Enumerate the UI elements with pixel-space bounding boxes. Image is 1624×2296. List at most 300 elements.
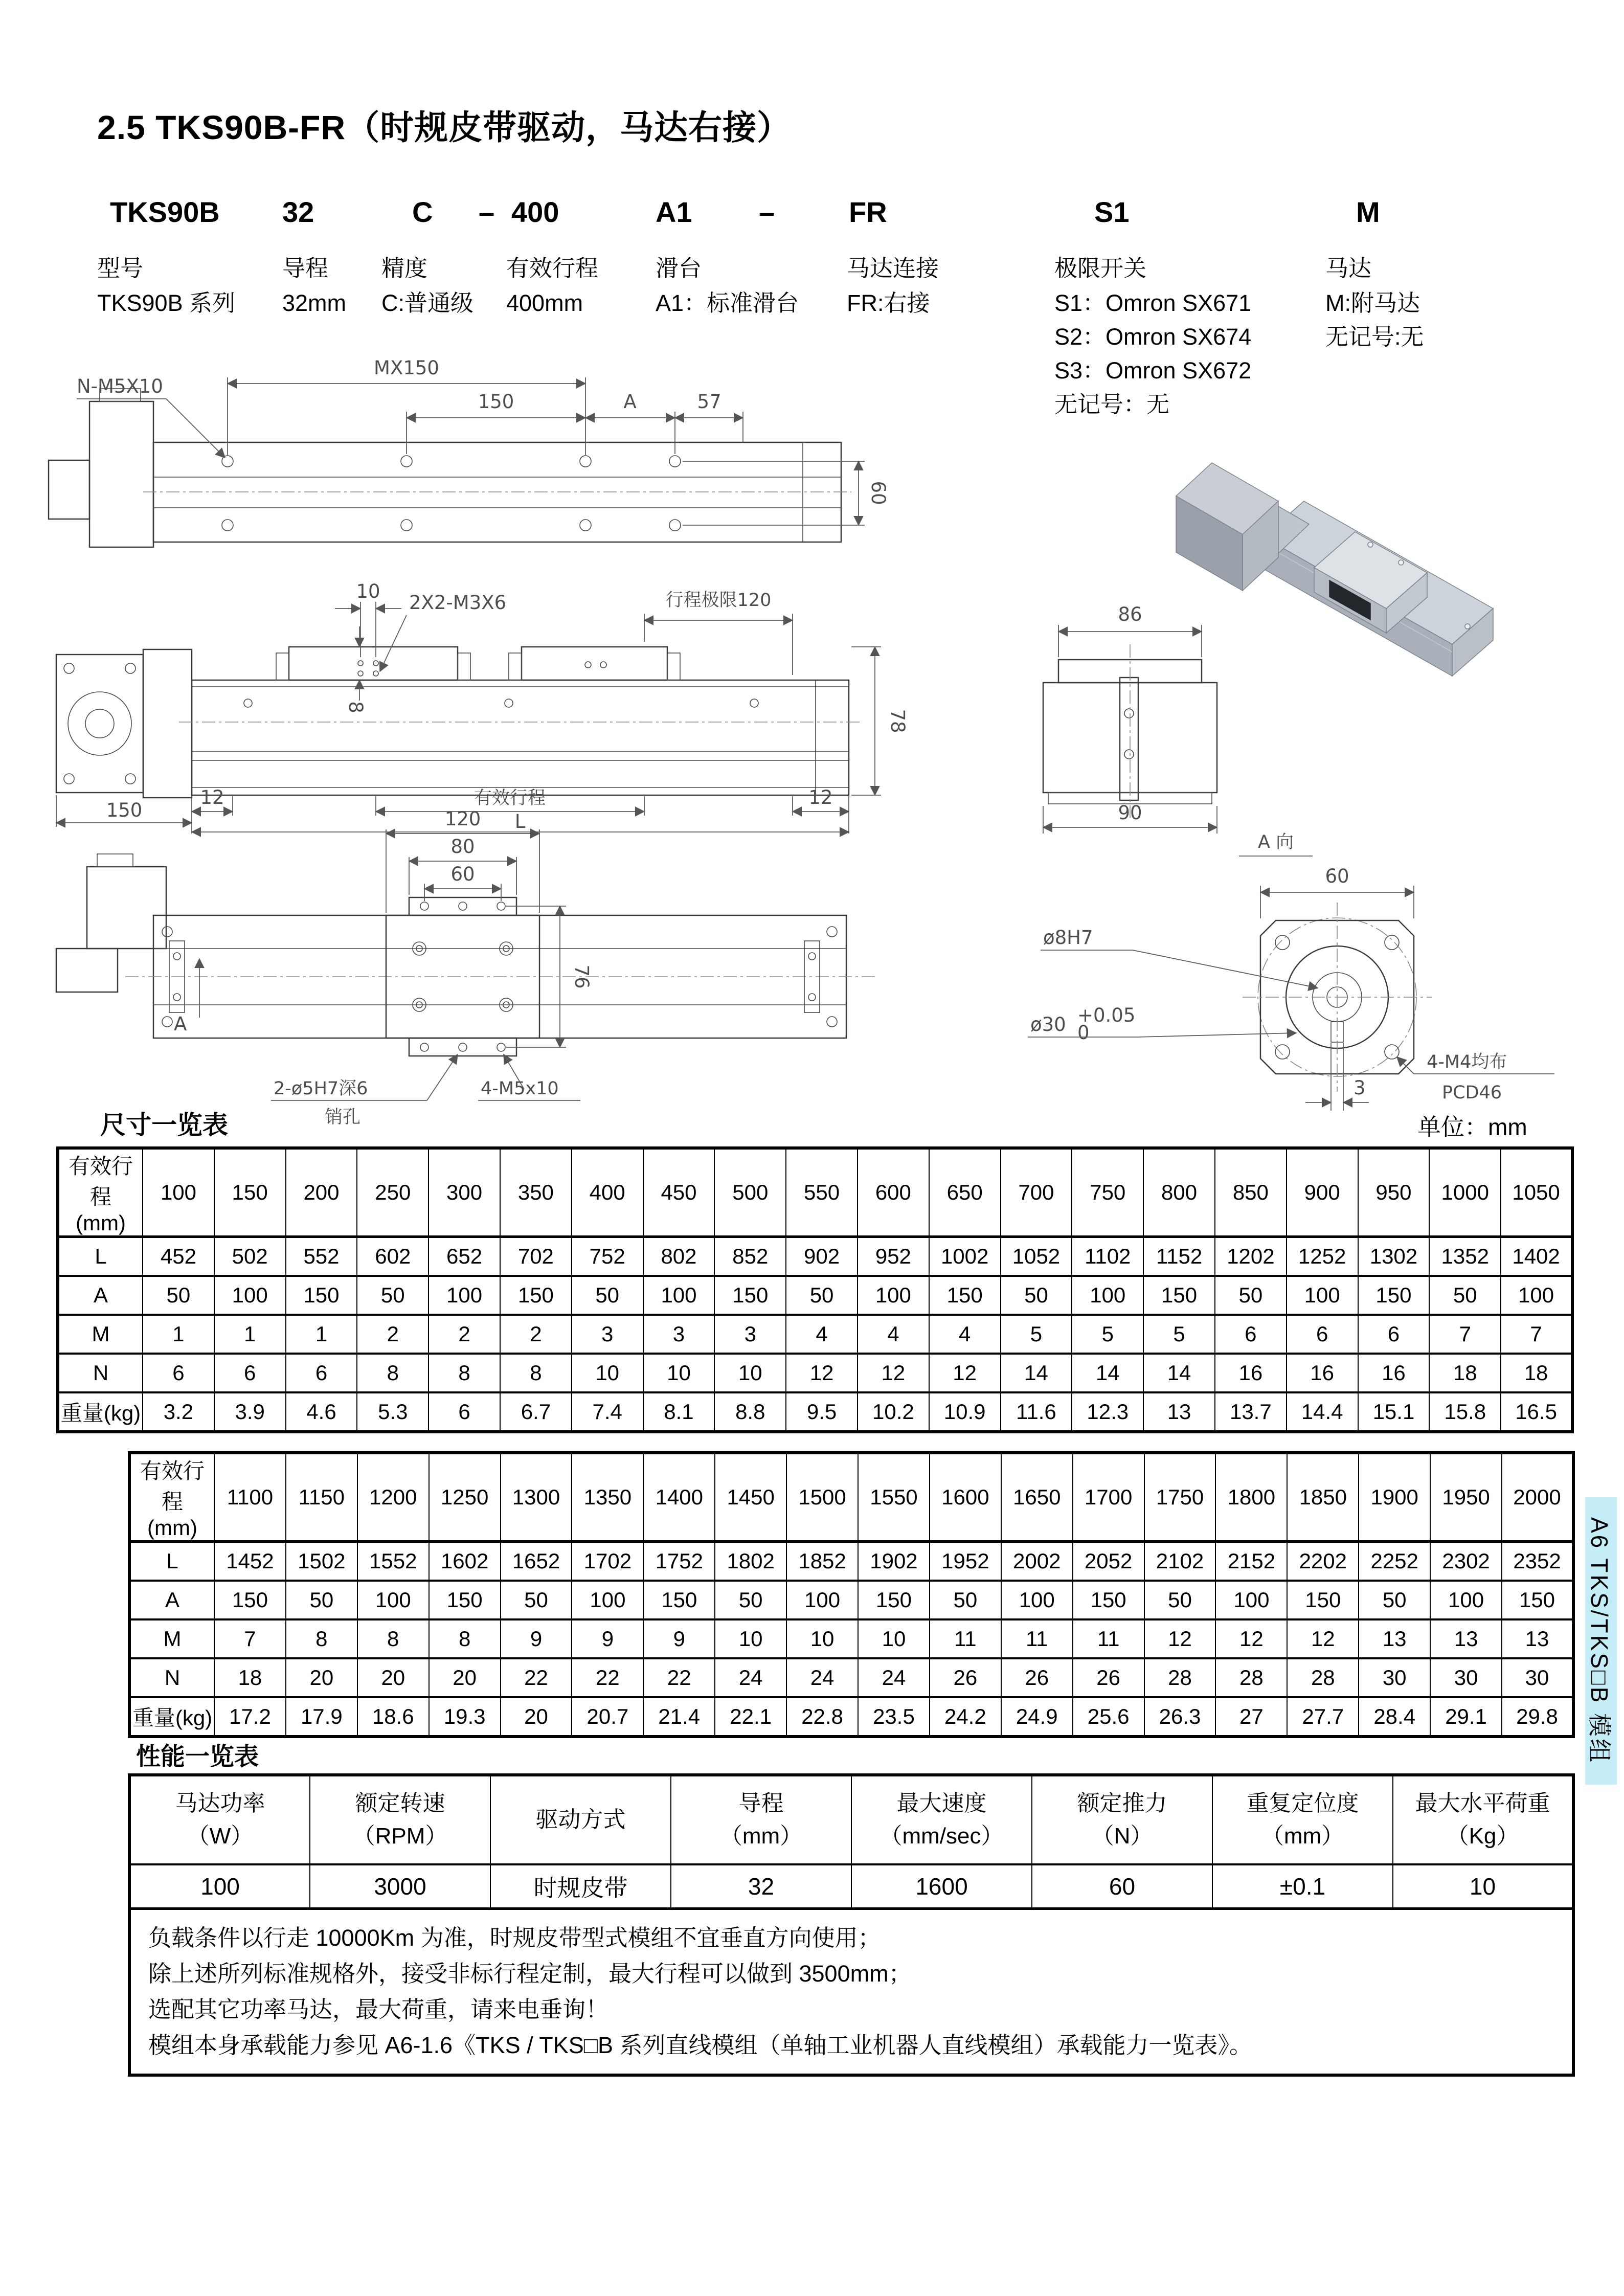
size-table-1 [56,1146,1574,1433]
stroke-column-header: 1800 [1215,1453,1287,1542]
stroke-column-header: 1500 [786,1453,858,1542]
table-value: 100 [786,1581,858,1619]
stroke-column-header: 300 [428,1148,500,1237]
table-value: 3.9 [214,1392,286,1432]
table-value: 1752 [643,1542,715,1581]
table-value: 100 [643,1276,715,1315]
table-value: 50 [930,1581,1001,1619]
dim-text: 12 [200,786,224,808]
table-value: 1102 [1072,1237,1143,1276]
table-value: 1552 [357,1542,429,1581]
spec-label: 型号 [97,255,144,281]
table-value: 11 [1001,1619,1073,1658]
stroke-column-header: 1550 [858,1453,930,1542]
table-value: 18 [1501,1354,1572,1392]
table-value: 17.2 [214,1697,286,1737]
dim-text: 60 [450,863,475,885]
table-value: 13 [1502,1619,1573,1658]
table-value: 2352 [1502,1542,1573,1581]
perf-value-cell: 时规皮带 [490,1864,671,1909]
stroke-column-header: 800 [1143,1148,1215,1237]
dim-text: 57 [697,391,721,413]
dim-text: 4-M5x10 [481,1078,559,1099]
table-value: 6 [1358,1315,1430,1354]
spec-label: 马达 [1325,255,1372,281]
rail-body [125,915,877,1038]
table-value: 2152 [1215,1542,1287,1581]
stroke-column-header: 1200 [357,1453,429,1542]
stroke-column-header: 700 [1001,1148,1072,1237]
model-seg-stroke: 400 [511,196,559,228]
table-value: 18 [214,1658,286,1697]
table-value: 150 [714,1276,786,1315]
table-value: 8 [357,1354,428,1392]
dim-text: 2-ø5H7深6 [274,1078,368,1099]
table-value: 13 [1143,1392,1215,1432]
table-value: 50 [501,1581,572,1619]
table-value: 150 [1143,1276,1215,1315]
stroke-column-header: 1950 [1430,1453,1502,1542]
dim-text: MX150 [374,357,439,379]
table-value: 14 [1143,1354,1215,1392]
table-value: 12 [1215,1619,1287,1658]
size-table-title: 尺寸一览表 [100,1111,228,1139]
stroke-column-header: 100 [143,1148,214,1237]
carriage-left [276,647,470,680]
table-value: 22 [643,1658,715,1697]
dim-text: 60 [1325,865,1349,887]
dim-60 [683,461,889,525]
table-value: 1052 [1001,1237,1072,1276]
spec-label: 精度 [381,255,428,281]
table-value: 1 [143,1315,214,1354]
table-value: 27.7 [1287,1697,1359,1737]
table-value: 1002 [929,1237,1001,1276]
table-value: 26.3 [1144,1697,1216,1737]
table-value: 752 [572,1237,643,1276]
dim-text: +0.05 [1077,1004,1136,1026]
stroke-column-header: 1650 [1001,1453,1073,1542]
table-value: 100 [1001,1581,1073,1619]
table-value: 12 [1144,1619,1216,1658]
table-value: 2252 [1359,1542,1430,1581]
dim-10-m3x6 [335,580,506,671]
table-value: 24.9 [1001,1697,1073,1737]
stroke-column-header: 950 [1358,1148,1430,1237]
table-value: 4.6 [286,1392,357,1432]
table-value: 100 [1430,1581,1502,1619]
model-seg-series: TKS90B [110,196,220,228]
stroke-column-header: 150 [214,1148,286,1237]
spec-value: 400mm [506,290,583,316]
table-value: 1402 [1501,1237,1572,1276]
dim-text: 有效行程 [473,788,546,808]
stroke-column-header: 600 [858,1148,929,1237]
view-arrow-a [174,959,199,1035]
perf-value-cell: 10 [1393,1864,1573,1909]
model-seg-switch: S1 [1094,196,1130,228]
table-value: 28.4 [1359,1697,1430,1737]
row-label: A [129,1581,214,1619]
dim-text: 86 [1118,603,1142,625]
table-value: 3 [714,1315,786,1354]
spec-col-model [97,252,235,320]
row-label: N [129,1658,214,1697]
table-value: 20 [501,1697,572,1737]
spec-value: S3：Omron SX672 [1054,357,1252,384]
table-value: 24 [715,1658,786,1697]
table-value: 452 [143,1237,214,1276]
table-value: 8 [286,1619,357,1658]
table-value: 50 [357,1276,428,1315]
table-value: 1952 [930,1542,1001,1581]
dim-text: N-M5X10 [77,375,163,397]
performance-table [128,1773,1575,2077]
table-value: 4 [858,1315,929,1354]
motor-flange [56,649,192,798]
table-value: 50 [1429,1276,1501,1315]
table-value: 1252 [1287,1237,1358,1276]
label-phi8h7 [1041,927,1318,988]
stroke-header-cell: 有效行程 (mm) [58,1148,143,1237]
table-value: 2002 [1001,1542,1073,1581]
table-value: 6.7 [500,1392,572,1432]
label-4m4 [1397,1052,1554,1103]
table-value: 9.5 [786,1392,858,1432]
carriage-right [509,647,680,680]
dim-8 [345,626,367,713]
stroke-column-header: 450 [643,1148,715,1237]
table-value: 15.1 [1358,1392,1430,1432]
table-value: 100 [428,1276,500,1315]
table-value: 12 [786,1354,858,1392]
table-value: 50 [286,1581,357,1619]
table-value: 1652 [501,1542,572,1581]
dim-text: 150 [106,799,143,821]
label-pinhole [271,1054,458,1128]
table-value: 8.8 [714,1392,786,1432]
row-label: 重量(kg) [129,1697,214,1737]
table-value: 50 [715,1581,786,1619]
dim-text: 3 [1354,1077,1366,1099]
table-value: 10 [643,1354,715,1392]
spec-value: C:普通级 [381,290,474,316]
page-title: 2.5 TKS90B-FR（时规皮带驱动，马达右接） [97,108,792,146]
size-table-unit: 单位：mm [1417,1114,1527,1140]
table-value: 4 [786,1315,858,1354]
model-seg-motorconn: FR [849,196,887,228]
table-value: 50 [786,1276,858,1315]
table-value: 19.3 [429,1697,501,1737]
spec-value: S2：Omron SX674 [1054,324,1252,350]
dim-stroke-limit [644,590,793,675]
table-value: 3 [572,1315,643,1354]
a-view-title [1239,832,1313,856]
spec-value: FR:右接 [847,290,930,316]
spec-col-motorconn [847,252,939,320]
dim-text: 8 [345,701,367,713]
spec-value: 32mm [282,290,347,316]
table-value: 22.1 [715,1697,786,1737]
table-value: 10 [786,1619,858,1658]
table-value: 22 [501,1658,572,1697]
table-value: 12.3 [1072,1392,1143,1432]
table-value: 100 [858,1276,929,1315]
spec-label: 有效行程 [506,255,599,281]
table-value: 11.6 [1001,1392,1072,1432]
table-value: 10 [715,1619,786,1658]
table-value: 3.2 [143,1392,214,1432]
table-value: 100 [1287,1276,1358,1315]
table-value: 100 [1215,1581,1287,1619]
model-seg-dash2: – [759,196,775,228]
table-value: 100 [1501,1276,1572,1315]
dim-text: PCD46 [1442,1083,1502,1103]
table-value: 50 [1359,1581,1430,1619]
dim-text: 120 [444,808,481,830]
table-value: 8.1 [643,1392,715,1432]
table-value: 50 [572,1276,643,1315]
table-value: 6 [214,1354,286,1392]
table-value: 6 [143,1354,214,1392]
table-value: 602 [357,1237,428,1276]
label-m5x10 [478,1054,580,1100]
dim-text: 60 [867,481,889,505]
spec-col-stroke [506,252,598,320]
view-title: A 向 [1257,832,1294,852]
model-seg-motor: M [1356,196,1380,228]
table-value: 10 [714,1354,786,1392]
table-value: 2052 [1073,1542,1144,1581]
table-value: 5 [1143,1315,1215,1354]
performance-notes: 负载条件以行走 10000Km 为准，时规皮带型式模组不宜垂直方向使用； 除上述所列标准规格外，接受非标行程定制，最大行程可以做到 3500mm； 选配其它功率马达，最大荷重，请来电垂询！ 模组本身承载能力参见 A6-1.6《TKS / TKS□B 系列直线模组（单轴工业机器人直线模组）承载能力一览表》。 [129,1909,1573,2076]
row-label: N [58,1354,143,1392]
table-value: 13.7 [1215,1392,1287,1432]
stroke-column-header: 1900 [1359,1453,1430,1542]
spec-label: 滑台 [656,255,702,281]
table-value: 1152 [1143,1237,1215,1276]
table-value: 7 [1429,1315,1501,1354]
perf-value-cell: ±0.1 [1212,1864,1393,1909]
table-value: 22.8 [786,1697,858,1737]
rail-body [143,442,851,542]
perf-value-cell: 3000 [310,1864,490,1909]
size-table-2 [128,1451,1575,1738]
model-seg-grade: C [412,196,433,228]
table-value: 8 [500,1354,572,1392]
table-value: 26 [1001,1658,1073,1697]
table-value: 552 [286,1237,357,1276]
stroke-column-header: 1850 [1287,1453,1359,1542]
dim-text: L [514,811,526,832]
dim-text: 150 [478,391,514,413]
dim-text: 4-M4均布 [1427,1052,1507,1072]
table-value: 24.2 [930,1697,1001,1737]
spec-col-grade [381,252,473,320]
spec-value: TKS90B 系列 [97,290,236,316]
dim-text: 78 [887,709,909,733]
table-value: 5 [1001,1315,1072,1354]
stroke-column-header: 1250 [429,1453,501,1542]
stroke-column-header: 500 [714,1148,786,1237]
table-value: 2 [500,1315,572,1354]
table-value: 14.4 [1287,1392,1358,1432]
table-value: 2302 [1430,1542,1502,1581]
stroke-column-header: 900 [1287,1148,1358,1237]
table-value: 22 [572,1658,643,1697]
table-value: 8 [429,1619,501,1658]
table-value: 1852 [786,1542,858,1581]
spec-value: S1：Omron SX671 [1054,290,1252,316]
table-value: 150 [286,1276,357,1315]
table-value: 50 [143,1276,214,1315]
dim-text: ø30 [1030,1014,1066,1036]
table-value: 4 [929,1315,1001,1354]
spec-label: 导程 [282,255,329,281]
spec-label: 极限开关 [1054,255,1147,281]
table-value: 16 [1215,1354,1287,1392]
table-value: 9 [501,1619,572,1658]
table-value: 18.6 [357,1697,429,1737]
table-value: 7.4 [572,1392,643,1432]
table-value: 30 [1502,1658,1573,1697]
table-value: 25.6 [1073,1697,1144,1737]
dim-78 [851,647,909,795]
rail-body [179,680,862,795]
table-value: 802 [643,1237,715,1276]
table-value: 9 [572,1619,643,1658]
table-value: 150 [643,1581,715,1619]
stroke-column-header: 1350 [572,1453,643,1542]
perf-value-cell: 60 [1032,1864,1212,1909]
perf-value-cell: 100 [129,1864,310,1909]
spec-label: 马达连接 [847,255,939,281]
dim-text: 10 [356,580,380,602]
table-value: 13 [1359,1619,1430,1658]
table-value: 702 [500,1237,572,1276]
performance-title: 性能一览表 [136,1743,259,1770]
dim-text: 2X2-M3X6 [409,592,507,614]
dim-text: 销孔 [325,1107,361,1128]
table-value: 12 [1287,1619,1359,1658]
table-value: 5.3 [357,1392,428,1432]
perf-value-cell: 32 [671,1864,851,1909]
table-value: 2 [428,1315,500,1354]
table-value: 2202 [1287,1542,1359,1581]
table-value: 16.5 [1501,1392,1572,1432]
stroke-column-header: 1750 [1144,1453,1216,1542]
spec-col-slider [656,252,799,320]
table-value: 100 [1072,1276,1143,1315]
spec-value: M:附马达 [1325,290,1420,316]
stroke-column-header: 1000 [1429,1148,1501,1237]
stroke-column-header: 550 [786,1148,858,1237]
table-value: 15.8 [1429,1392,1501,1432]
table-value: 6 [286,1354,357,1392]
drawing-side-view [49,575,1000,834]
perf-header-cell: 最大水平荷重 （Kg） [1393,1775,1573,1864]
label-phi30 [1028,1004,1296,1044]
table-value: 6 [1215,1315,1287,1354]
table-value: 502 [214,1237,286,1276]
table-value: 20 [429,1658,501,1697]
table-value: 8 [357,1619,429,1658]
table-value: 1 [286,1315,357,1354]
dim-text: A [174,1013,187,1035]
table-value: 28 [1287,1658,1359,1697]
table-value: 1602 [429,1542,501,1581]
table-value: 50 [1144,1581,1216,1619]
table-value: 1452 [214,1542,286,1581]
table-value: 27 [1215,1697,1287,1737]
perf-value-cell: 1600 [851,1864,1032,1909]
table-value: 150 [214,1581,286,1619]
table-value: 1902 [858,1542,930,1581]
table-value: 1302 [1358,1237,1430,1276]
table-value: 1702 [572,1542,643,1581]
stroke-column-header: 1600 [930,1453,1001,1542]
perf-header-cell: 最大速度 （mm/sec） [851,1775,1032,1864]
row-label: A [58,1276,143,1315]
table-value: 1502 [286,1542,357,1581]
table-value: 150 [1073,1581,1144,1619]
table-value: 1 [214,1315,286,1354]
table-value: 9 [643,1619,715,1658]
table-value: 10.9 [929,1392,1001,1432]
model-seg-lead: 32 [282,196,314,228]
spec-value: 无记号:无 [1325,324,1424,350]
drawing-top-view [49,353,889,557]
stroke-column-header: 1150 [286,1453,357,1542]
spec-col-switch [1054,252,1251,421]
dim-text: 0 [1077,1022,1090,1044]
stroke-column-header: 400 [572,1148,643,1237]
drawing-a-view [1010,818,1572,1130]
table-value: 14 [1001,1354,1072,1392]
table-value: 10 [572,1354,643,1392]
table-value: 14 [1072,1354,1143,1392]
model-seg-dash1: – [479,196,495,228]
perf-header-cell: 额定推力 （N） [1032,1775,1212,1864]
perf-header-cell: 重复定位度 （mm） [1212,1775,1393,1864]
table-value: 1352 [1429,1237,1501,1276]
spec-value: 无记号：无 [1054,391,1170,417]
table-value: 12 [929,1354,1001,1392]
table-value: 100 [357,1581,429,1619]
perf-header-cell: 驱动方式 [490,1775,671,1864]
table-value: 150 [1358,1276,1430,1315]
chapter-side-tab [1585,1497,1617,1785]
table-value: 150 [1502,1581,1573,1619]
table-value: 1202 [1215,1237,1287,1276]
table-value: 16 [1358,1354,1430,1392]
stroke-column-header: 1400 [643,1453,715,1542]
row-label: L [129,1542,214,1581]
table-value: 150 [1287,1581,1359,1619]
label-n-m5x10 [77,375,225,458]
stroke-column-header: 2000 [1502,1453,1573,1542]
table-value: 16 [1287,1354,1358,1392]
table-value: 10.2 [858,1392,929,1432]
row-label: M [129,1619,214,1658]
table-value: 100 [572,1581,643,1619]
table-value: 24 [858,1658,930,1697]
dim-text: 12 [808,786,833,808]
spec-value: A1：标准滑台 [656,290,799,316]
table-value: 28 [1144,1658,1216,1697]
table-value: 28 [1215,1658,1287,1697]
stroke-column-header: 1700 [1073,1453,1144,1542]
